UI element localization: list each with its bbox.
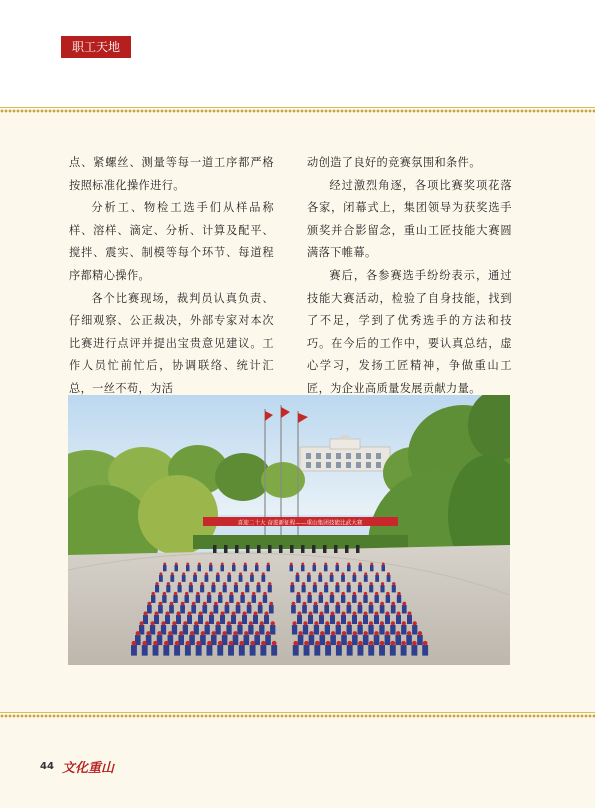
participant bbox=[186, 563, 190, 572]
participant bbox=[290, 582, 294, 592]
participant bbox=[267, 563, 271, 572]
participant bbox=[380, 582, 384, 592]
participant bbox=[368, 621, 373, 634]
participant bbox=[271, 641, 277, 656]
participant bbox=[386, 592, 390, 603]
participant bbox=[196, 592, 200, 603]
participant bbox=[401, 641, 407, 656]
participant bbox=[183, 621, 188, 634]
participant bbox=[244, 631, 250, 645]
participant bbox=[385, 631, 391, 645]
participant bbox=[191, 602, 196, 614]
participant bbox=[196, 641, 202, 656]
participant bbox=[173, 592, 177, 603]
participant bbox=[347, 582, 351, 592]
participant bbox=[215, 621, 220, 634]
article-left-column bbox=[69, 152, 274, 401]
participant bbox=[291, 602, 296, 614]
article-paragraph: 赛后，各参赛选手纷纷表示，通过技能大赛活动，检验了自身技能，找到了不足，学到了优秀选手的方法和技巧。在今后的工作中，要认真总结，虚心学习，发扬工匠精神，争做重山工匠，为企业高质量发展贡献力量。 bbox=[307, 268, 512, 395]
participant bbox=[324, 602, 329, 614]
participant bbox=[169, 602, 174, 614]
participant bbox=[248, 621, 253, 634]
official bbox=[334, 545, 338, 553]
participant bbox=[363, 612, 368, 625]
participant bbox=[330, 631, 336, 645]
participant bbox=[205, 621, 210, 634]
participant bbox=[263, 592, 267, 603]
participant bbox=[392, 582, 396, 592]
participant bbox=[364, 572, 368, 582]
participant bbox=[269, 602, 274, 614]
participant bbox=[352, 631, 358, 645]
participant bbox=[325, 641, 331, 656]
participant bbox=[307, 572, 311, 582]
official bbox=[257, 545, 261, 553]
participant bbox=[401, 621, 406, 634]
participant bbox=[341, 631, 347, 645]
participant bbox=[234, 582, 238, 592]
participant bbox=[254, 631, 260, 645]
article-paragraph: 动创造了良好的竞赛氛围和条件。 bbox=[307, 156, 481, 169]
participant bbox=[313, 602, 318, 614]
participant bbox=[341, 572, 345, 582]
participant bbox=[293, 641, 299, 656]
participant bbox=[153, 641, 159, 656]
official bbox=[345, 545, 349, 553]
participant bbox=[161, 621, 166, 634]
participant bbox=[259, 621, 264, 634]
participant bbox=[205, 572, 209, 582]
participant bbox=[198, 612, 203, 625]
participant bbox=[396, 612, 401, 625]
participant bbox=[335, 602, 340, 614]
official bbox=[312, 545, 316, 553]
participant bbox=[245, 582, 249, 592]
participant bbox=[239, 572, 243, 582]
official bbox=[235, 545, 239, 553]
participant bbox=[260, 641, 266, 656]
article-paragraph: 点、紧螺丝、测量等每一道工序都严格按照标准化操作进行。 bbox=[69, 156, 274, 192]
participant bbox=[357, 621, 362, 634]
participant bbox=[347, 621, 352, 634]
participant bbox=[352, 592, 356, 603]
participant bbox=[220, 612, 225, 625]
participant bbox=[335, 582, 339, 592]
participant bbox=[358, 582, 362, 592]
official bbox=[301, 545, 305, 553]
official bbox=[213, 545, 217, 553]
bottom-gold-divider bbox=[0, 712, 595, 719]
section-tag: 职工天地 bbox=[61, 36, 131, 58]
participant bbox=[292, 621, 297, 634]
participant bbox=[380, 602, 385, 614]
participant bbox=[222, 631, 228, 645]
participant bbox=[228, 641, 234, 656]
participant bbox=[209, 612, 214, 625]
article-paragraph: 分析工、物检工选手们从样品称样、溶样、滴定、分析、计算及配平、搅拌、震实、制模等每个环节、每道程序都精心操作。 bbox=[69, 201, 274, 282]
participant bbox=[374, 612, 379, 625]
participant bbox=[236, 602, 241, 614]
participant bbox=[297, 612, 302, 625]
article-paragraph: 各个比赛现场，裁判员认真负责、仔细观察、公正裁决，外部专家对本次比赛进行点评并提出宝贵意见建议。工作人员忙前忙后，协调联络、统计汇总，一丝不苟，为活 bbox=[69, 291, 274, 395]
participant bbox=[382, 563, 386, 572]
participant bbox=[232, 563, 236, 572]
participant bbox=[422, 641, 428, 656]
participant bbox=[379, 621, 384, 634]
article-right-column bbox=[307, 152, 512, 401]
participant bbox=[142, 641, 148, 656]
participant bbox=[178, 582, 182, 592]
participant bbox=[270, 621, 275, 634]
participant bbox=[223, 582, 227, 592]
participant bbox=[225, 602, 230, 614]
participant bbox=[308, 612, 313, 625]
participant bbox=[218, 592, 222, 603]
participant bbox=[336, 641, 342, 656]
participant bbox=[207, 641, 213, 656]
participant bbox=[185, 592, 189, 603]
participant bbox=[318, 572, 322, 582]
participant bbox=[202, 602, 207, 614]
participant bbox=[330, 572, 334, 582]
participant bbox=[374, 592, 378, 603]
participant bbox=[162, 592, 166, 603]
participant bbox=[370, 563, 374, 572]
article-paragraph: 经过激烈角逐，各项比赛奖项花落各家，闭幕式上，集团领导为获奖选手颁奖并合影留念，重山工匠技能大赛圆满落下帷幕。 bbox=[307, 178, 512, 260]
official bbox=[290, 545, 294, 553]
participant bbox=[313, 563, 317, 572]
participant bbox=[194, 621, 199, 634]
participant bbox=[252, 592, 256, 603]
participant bbox=[216, 572, 220, 582]
participant bbox=[341, 612, 346, 625]
participant bbox=[250, 572, 254, 582]
participant bbox=[163, 641, 169, 656]
participant bbox=[387, 572, 391, 582]
participant bbox=[369, 602, 374, 614]
participant bbox=[189, 582, 193, 592]
participant bbox=[324, 582, 328, 592]
participant bbox=[217, 641, 223, 656]
participant bbox=[397, 592, 401, 603]
participant bbox=[330, 592, 334, 603]
participant bbox=[375, 572, 379, 582]
participant bbox=[313, 582, 317, 592]
participant bbox=[154, 612, 159, 625]
participant bbox=[417, 631, 423, 645]
participant bbox=[226, 621, 231, 634]
participant bbox=[247, 602, 252, 614]
participant bbox=[314, 641, 320, 656]
participant bbox=[385, 612, 390, 625]
participant bbox=[402, 602, 407, 614]
participant bbox=[147, 602, 152, 614]
participant bbox=[358, 602, 363, 614]
participant bbox=[347, 602, 352, 614]
participant bbox=[358, 641, 364, 656]
participant bbox=[258, 602, 263, 614]
participant bbox=[174, 641, 180, 656]
participant bbox=[411, 641, 417, 656]
official bbox=[268, 545, 272, 553]
participant bbox=[336, 563, 340, 572]
participant bbox=[363, 592, 367, 603]
participant bbox=[298, 631, 304, 645]
participant bbox=[211, 582, 215, 592]
participant bbox=[395, 631, 401, 645]
participant bbox=[172, 621, 177, 634]
participant bbox=[307, 592, 311, 603]
participant bbox=[290, 563, 294, 572]
participant bbox=[159, 572, 163, 582]
participant bbox=[131, 641, 137, 656]
participant bbox=[261, 572, 265, 582]
participant bbox=[242, 612, 247, 625]
participant bbox=[221, 563, 225, 572]
participant bbox=[151, 592, 155, 603]
participant bbox=[163, 563, 167, 572]
participant bbox=[193, 572, 197, 582]
participant bbox=[324, 563, 328, 572]
participant bbox=[296, 572, 300, 582]
participant bbox=[239, 641, 245, 656]
participant bbox=[374, 631, 380, 645]
participant bbox=[309, 631, 315, 645]
participant bbox=[268, 582, 272, 592]
participant bbox=[302, 602, 307, 614]
participant bbox=[244, 563, 248, 572]
participant bbox=[391, 602, 396, 614]
official bbox=[323, 545, 327, 553]
participant bbox=[390, 621, 395, 634]
participant bbox=[347, 563, 351, 572]
top-gold-divider bbox=[0, 107, 595, 114]
participant bbox=[255, 563, 259, 572]
participant bbox=[303, 621, 308, 634]
competition-photo bbox=[68, 395, 510, 665]
participant bbox=[319, 612, 324, 625]
participant bbox=[209, 563, 213, 572]
participant bbox=[319, 631, 325, 645]
participant bbox=[319, 592, 323, 603]
participant bbox=[264, 612, 269, 625]
participant bbox=[379, 641, 385, 656]
participant bbox=[187, 612, 192, 625]
participant bbox=[237, 621, 242, 634]
participant bbox=[336, 621, 341, 634]
participant bbox=[170, 572, 174, 582]
page-number: 44 bbox=[40, 761, 54, 772]
participant bbox=[256, 582, 260, 592]
participant bbox=[240, 592, 244, 603]
participant bbox=[407, 612, 412, 625]
participant bbox=[302, 582, 306, 592]
participant bbox=[166, 582, 170, 592]
participant bbox=[233, 631, 239, 645]
official bbox=[224, 545, 228, 553]
participant bbox=[406, 631, 412, 645]
participant bbox=[155, 582, 159, 592]
participant bbox=[231, 612, 236, 625]
participant bbox=[182, 572, 186, 582]
participant bbox=[301, 563, 305, 572]
official bbox=[356, 545, 360, 553]
participant bbox=[352, 612, 357, 625]
participant bbox=[176, 612, 181, 625]
participant bbox=[143, 612, 148, 625]
participant bbox=[185, 641, 191, 656]
official bbox=[246, 545, 250, 553]
magazine-name: 文化重山 bbox=[62, 761, 115, 776]
participant bbox=[250, 641, 256, 656]
participant bbox=[253, 612, 258, 625]
participant bbox=[304, 641, 310, 656]
participant bbox=[352, 572, 356, 582]
participant bbox=[198, 563, 202, 572]
participant bbox=[390, 641, 396, 656]
official bbox=[279, 545, 283, 553]
participant bbox=[347, 641, 353, 656]
photo-illustration bbox=[68, 395, 510, 665]
participant bbox=[325, 621, 330, 634]
participant bbox=[359, 563, 363, 572]
participant bbox=[175, 563, 179, 572]
participant bbox=[369, 582, 373, 592]
participant bbox=[368, 641, 374, 656]
participant bbox=[211, 631, 217, 645]
participant bbox=[363, 631, 369, 645]
banner-text: 喜迎二十大 奋进新征程——重山集团技能比武大赛 bbox=[237, 520, 363, 527]
participant bbox=[296, 592, 300, 603]
participant bbox=[214, 602, 219, 614]
participant bbox=[412, 621, 417, 634]
participant bbox=[265, 631, 271, 645]
participant bbox=[314, 621, 319, 634]
participant bbox=[227, 572, 231, 582]
participant bbox=[330, 612, 335, 625]
participant bbox=[180, 602, 185, 614]
participant bbox=[341, 592, 345, 603]
participant bbox=[229, 592, 233, 603]
participant bbox=[207, 592, 211, 603]
participant bbox=[200, 582, 204, 592]
participant bbox=[158, 602, 163, 614]
participant bbox=[165, 612, 170, 625]
